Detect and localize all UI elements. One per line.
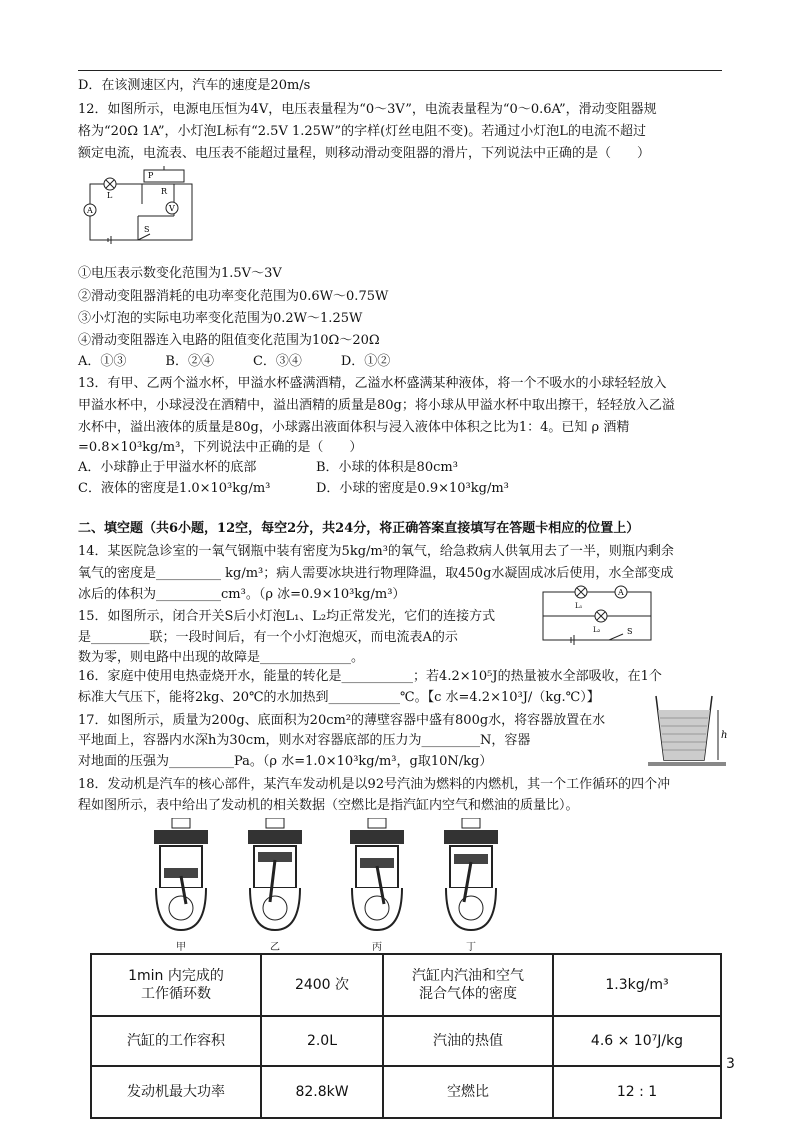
q16-text-line: 16．家庭中使用电热壶烧开水，能量的转化是___________；若4.2×10⁵J的热量被水全部吸收，在1个 [78, 669, 662, 684]
q13-text-line: 甲溢水杯中，小球浸没在酒精中，溢出酒精的质量是80g；将小球从甲溢水杯中取出擦干，轻轻放入乙溢 [78, 398, 675, 413]
engine-label: 乙 [270, 942, 280, 953]
table-cell: 2.0L [261, 1016, 383, 1066]
engine-stroke-diagram [244, 818, 306, 936]
cell-text: 汽缸内汽油和空气 [412, 968, 524, 984]
q13-option-a: A．小球静止于甲溢水杯的底部 [78, 460, 257, 475]
depth-label: h [721, 730, 728, 741]
q15-text-line: 15．如图所示，闭合开关S后小灯泡L₁、L₂均正常发光，它们的连接方式 [78, 609, 496, 624]
q17-text-line: 对地面的压强为__________Pa。（ρ 水=1.0×10³kg/m³，g取10N/kg） [78, 754, 493, 769]
ammeter-label: A [618, 588, 624, 597]
cell-text: 工作循环数 [141, 986, 211, 1002]
table-cell [91, 954, 261, 1016]
q17-text-line: 平地面上，容器内水深h为30cm，则水对容器底部的压力为_________N，容器 [78, 733, 531, 748]
q11-option-d: D．在该测速区内，汽车的速度是20m/s [78, 78, 311, 93]
table-row [91, 1066, 721, 1118]
q17-container-diagram [646, 688, 732, 768]
table-cell: 4.6 × 10⁷J/kg [553, 1016, 721, 1066]
q13-text-line: =0.8×10³kg/m³，下列说法中正确的是（ ） [78, 440, 363, 455]
q13-text-line: 水杯中，溢出液体的质量是80g，小球露出液面体积与浸入液体中体积之比为1：4。已知 ρ 酒精 [78, 420, 630, 435]
table-cell: 空燃比 [383, 1066, 553, 1118]
q12-text-line: 格为“20Ω 1A”，小灯泡L标有“2.5V 1.25W”的字样(灯丝电阻不变)。若通过小灯泡L的电流不超过 [78, 124, 646, 139]
q13-text-line: 13．有甲、乙两个溢水杯，甲溢水杯盛满酒精，乙溢水杯盛满某种液体，将一个不吸水的小球轻轻放入 [78, 376, 667, 391]
switch-label: S [627, 627, 633, 636]
voltmeter-label: V [169, 204, 175, 213]
q12-text-line: 12．如图所示，电源电压恒为4V，电压表量程为“0～3V”，电流表量程为“0～0.6A”，滑动变阻器规 [78, 102, 657, 117]
slider-label: P [148, 171, 154, 180]
q15-text-line: 数为零，则电路中出现的故障是______________。 [78, 650, 365, 665]
q13-option-b: B．小球的体积是80cm³ [316, 460, 458, 475]
cell-text: 混合气体的密度 [419, 986, 517, 1002]
lamp-label: L [107, 191, 113, 200]
q15-text-line: 是_________联；一段时间后，有一个小灯泡熄灭，而电流表A的示 [78, 630, 458, 645]
q12-options: A．①③ B．②④ C．③④ D．①② [78, 354, 391, 369]
q12-statement-2: ②滑动变阻器消耗的电功率变化范围为0.6W～0.75W [78, 289, 389, 304]
page-number: 3 [726, 1056, 735, 1072]
table-cell: 1.3kg/m³ [553, 954, 721, 1016]
q12-statement-4: ④滑动变阻器连入电路的阻值变化范围为10Ω～20Ω [78, 333, 380, 348]
table-cell: 82.8kW [261, 1066, 383, 1118]
table-cell: 发动机最大功率 [91, 1066, 261, 1118]
q17-text-line: 17．如图所示，质量为200g、底面积为20cm²的薄壁容器中盛有800g水，将容器放置在水 [78, 713, 606, 728]
q13-option-c: C．液体的密度是1.0×10³kg/m³ [78, 481, 271, 496]
table-row [91, 1016, 721, 1066]
q14-text-line: 氧气的密度是__________ kg/m³；病人需要冰块进行物理降温，取450g水凝固成冰后使用，水全部变成 [78, 566, 674, 581]
q15-circuit-diagram [537, 582, 661, 646]
engine-label: 丙 [372, 942, 382, 953]
engine-data-table [90, 953, 722, 1119]
engine-stroke-diagram [150, 818, 212, 936]
table-row [91, 954, 721, 1016]
table-cell: 汽油的热值 [383, 1016, 553, 1066]
ammeter-label: A [87, 206, 93, 215]
section-heading: 二、填空题（共6小题，12空，每空2分，共24分，将正确答案直接填写在答题卡相应的位置上） [78, 521, 640, 536]
table-cell: 2400 次 [261, 954, 383, 1016]
q12-text-line: 额定电流，电流表、电压表不能超过量程，则移动滑动变阻器的滑片，下列说法中正确的是（ ） [78, 146, 651, 161]
engine-stroke-diagram [346, 818, 408, 936]
switch-label: S [144, 225, 150, 234]
cell-text: 1min 内完成的 [128, 968, 224, 984]
q18-text-line: 18．发动机是汽车的核心部件，某汽车发动机是以92号汽油为燃料的内燃机，其一个工作循环的四个冲 [78, 777, 671, 792]
q12-statement-1: ①电压表示数变化范围为1.5V～3V [78, 266, 282, 281]
q16-text-line: 标准大气压下，能将2kg、20℃的水加热到___________℃。【c 水=4.2×10³J/（kg.℃）】 [78, 690, 600, 705]
table-cell: 汽缸的工作容积 [91, 1016, 261, 1066]
engine-stroke-diagram [440, 818, 502, 936]
lamp-l1-label: L₁ [575, 602, 583, 610]
header-rule [78, 70, 722, 71]
q14-text-line: 14．某医院急诊室的一氧气钢瓶中装有密度为5kg/m³的氧气，给急救病人供氧用去了一半，则瓶内剩余 [78, 544, 674, 559]
resistor-label: R [161, 187, 168, 196]
q14-text-line: 冰后的体积为__________cm³。（ρ 冰=0.9×10³kg/m³） [78, 587, 406, 602]
lamp-l2-label: L₂ [593, 626, 601, 634]
q12-circuit-diagram [78, 162, 208, 246]
engine-label: 甲 [176, 942, 186, 953]
q13-option-d: D．小球的密度是0.9×10³kg/m³ [316, 481, 509, 496]
table-cell: 12 : 1 [553, 1066, 721, 1118]
engine-label: 丁 [466, 942, 476, 953]
table-cell [383, 954, 553, 1016]
q12-statement-3: ③小灯泡的实际电功率变化范围为0.2W～1.25W [78, 311, 363, 326]
q18-text-line: 程如图所示，表中给出了发动机的相关数据（空燃比是指汽缸内空气和燃油的质量比）。 [78, 798, 579, 813]
